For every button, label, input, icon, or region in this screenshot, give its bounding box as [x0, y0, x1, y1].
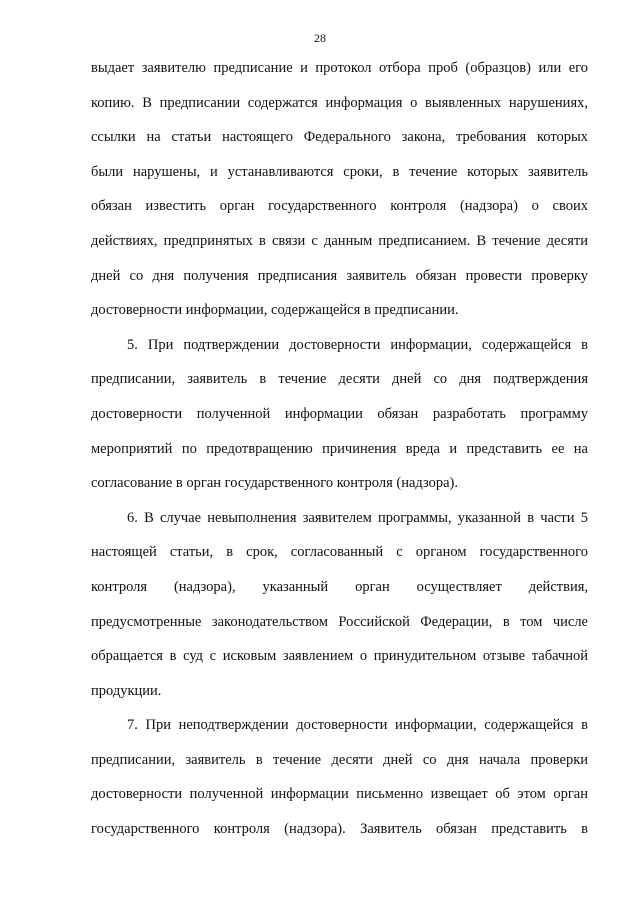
- text-line: дней со дня получения предписания заявитель обязан провести проверку: [91, 267, 588, 284]
- text-line: согласование в орган государственного контроля (надзора).: [91, 475, 458, 492]
- paragraph-6: [91, 501, 588, 709]
- text-line: предусмотренные законодательством Российской Федерации, в том числе: [91, 613, 588, 630]
- text-line: настоящей статьи, в срок, согласованный с органом государственного: [91, 544, 588, 561]
- text-line: предписании, заявитель в течение десяти дней со дня начала проверки: [91, 751, 588, 768]
- text-line: достоверности полученной информации обязан разработать программу: [91, 405, 588, 422]
- text-line: государственного контроля (надзора). Заявитель обязан представить в: [91, 821, 588, 838]
- text-line: достоверности информации, содержащейся в предписании.: [91, 302, 459, 319]
- text-line: обращается в суд с исковым заявлением о принудительном отзыве табачной: [91, 648, 588, 665]
- text-line: копию. В предписании содержатся информация о выявленных нарушениях,: [91, 94, 588, 111]
- text-line: обязан известить орган государственного контроля (надзора) о своих: [91, 198, 588, 215]
- text-line: ссылки на статьи настоящего Федерального закона, требования которых: [91, 129, 588, 146]
- text-line: выдает заявителю предписание и протокол отбора проб (образцов) или его: [91, 60, 588, 76]
- text-line: 7. При неподтверждении достоверности информации, содержащейся в: [127, 717, 588, 734]
- paragraph-5: [91, 328, 588, 501]
- page-number: 28: [314, 31, 326, 45]
- text-line: продукции.: [91, 682, 162, 699]
- paragraph-continuation: [91, 51, 588, 328]
- text-line: достоверности полученной информации письменно извещает об этом орган: [91, 786, 588, 803]
- text-line: были нарушены, и устанавливаются сроки, в течение которых заявитель: [91, 163, 588, 180]
- text-line: 6. В случае невыполнения заявителем программы, указанной в части 5: [127, 509, 588, 526]
- text-line: 5. При подтверждении достоверности информации, содержащейся в: [127, 336, 588, 353]
- paragraph-7: [91, 708, 588, 846]
- text-line: предписании, заявитель в течение десяти дней со дня подтверждения: [91, 371, 588, 388]
- text-line: мероприятий по предотвращению причинения вреда и представить ее на: [91, 440, 588, 457]
- text-line: действиях, предпринятых в связи с данным предписанием. В течение десяти: [91, 232, 588, 249]
- document-body: [91, 51, 588, 847]
- text-line: контроля (надзора), указанный орган осуществляет действия,: [91, 578, 588, 595]
